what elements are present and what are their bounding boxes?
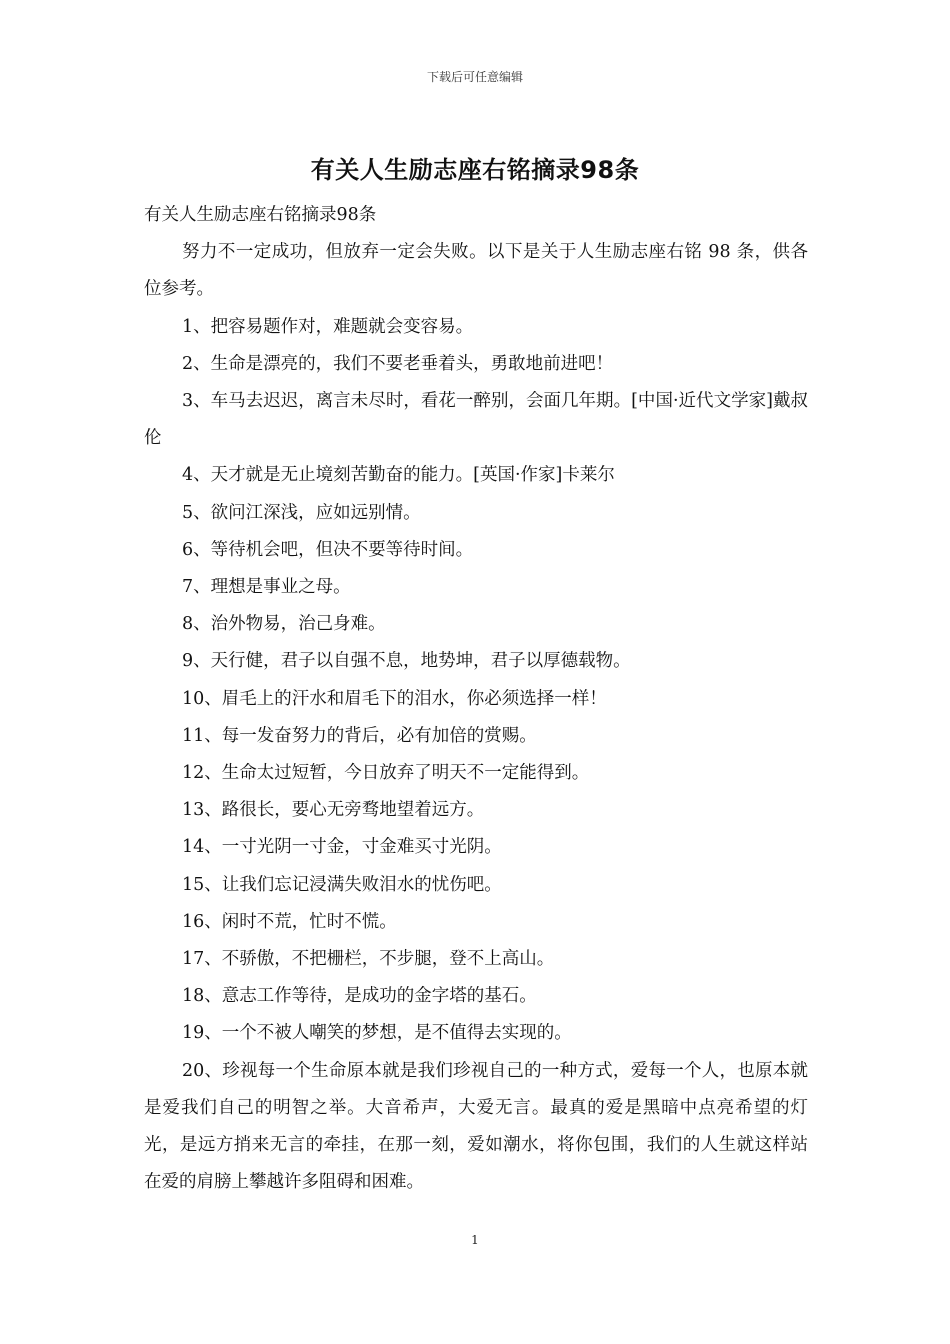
list-item: 4、天才就是无止境刻苦勤奋的能力。[英国·作家]卡莱尔 [182, 465, 615, 486]
list-item: 2、生命是漂亮的，我们不要老垂着头，勇敢地前进吧！ [182, 353, 614, 374]
list-item: 3、车马去迟迟，离言未尽时，看花一醉别，会面几年期。[中国·近代文学家]戴叔伦 [144, 391, 808, 449]
list-item: 11、每一发奋努力的背后，必有加倍的赏赐。 [182, 725, 537, 746]
list-item: 1、把容易题作对，难题就会变容易。 [182, 316, 474, 337]
page-number: 1 [471, 1233, 479, 1247]
list-item: 16、闲时不荒，忙时不慌。 [182, 911, 397, 932]
list-item: 12、生命太过短暂，今日放弃了明天不一定能得到。 [182, 763, 590, 784]
list-item: 15、让我们忘记浸满失败泪水的忧伤吧。 [182, 874, 502, 895]
list-item: 13、路很长，要心无旁骛地望着远方。 [182, 800, 485, 821]
list-item: 8、治外物易，治己身难。 [182, 614, 386, 635]
list-item: 5、欲问江深浅，应如远别情。 [182, 502, 421, 523]
list-item: 7、理想是事业之母。 [182, 577, 351, 598]
document-body [144, 197, 808, 1201]
intro-paragraph: 努力不一定成功，但放弃一定会失败。以下是关于人生励志座右铭 98 条，供各位参考。 [144, 242, 808, 300]
list-item: 14、一寸光阴一寸金，寸金难买寸光阴。 [182, 837, 502, 858]
document-title: 有关人生励志座右铭摘录98条 [310, 156, 640, 184]
list-item: 6、等待机会吧，但决不要等待时间。 [182, 539, 474, 560]
list-item: 17、不骄傲，不把栅栏，不步腿，登不上高山。 [182, 949, 555, 970]
header-note: 下载后可任意编辑 [426, 70, 523, 84]
list-item: 18、意志工作等待，是成功的金字塔的基石。 [182, 986, 537, 1007]
document-subtitle: 有关人生励志座右铭摘录98条 [144, 205, 377, 225]
list-item: 10、眉毛上的汗水和眉毛下的泪水，你必须选择一样！ [182, 688, 607, 709]
list-item: 9、天行健，君子以自强不息，地势坤，君子以厚德载物。 [182, 651, 631, 672]
list-item: 19、一个不被人嘲笑的梦想，是不值得去实现的。 [182, 1023, 572, 1044]
list-item: 20、珍视每一个生命原本就是我们珍视自己的一种方式，爱每一个人，也原本就是爱我们自己的明智之举。大音希声，大爱无言。最真的爱是黑暗中点亮希望的灯光，是远方捎来无言的牵挂，在那一刻，爱如潮水，将你包围，我们的人生就这样站在爱的肩膀上攀越许多阻碍和困难。 [144, 1060, 808, 1193]
